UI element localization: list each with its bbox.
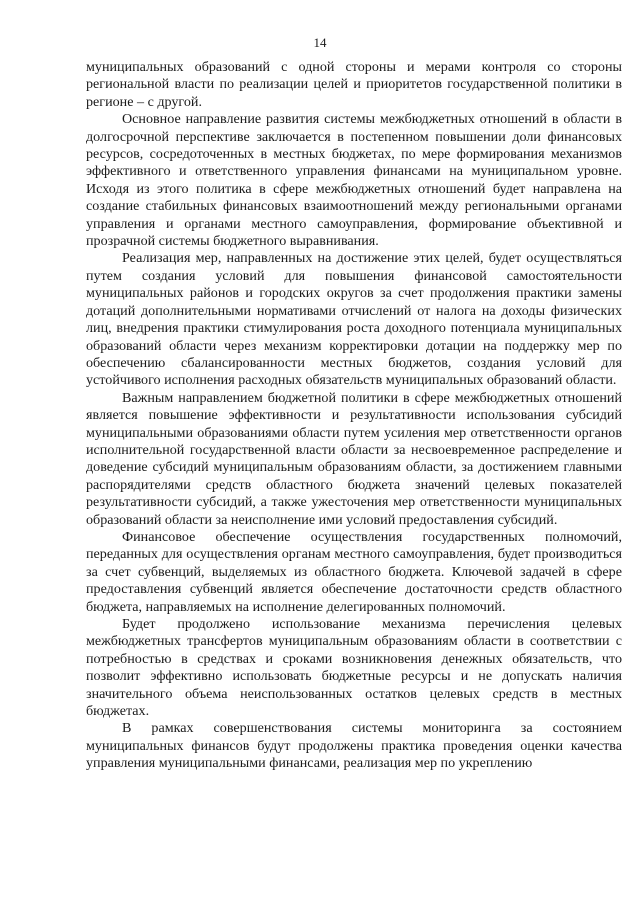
paragraph-subventions: Финансовое обеспечение осуществления государственных полномочий, переданных для осуществления органам местного самоуправления, будет производиться за счет субвенций, выделяемых из областного бюджета. Ключевой задачей в сфере предоставления субвенций является обеспечение достаточности средств областного бюджета, направляемых на исполнение делегированных полномочий. (86, 528, 622, 615)
paragraph-subsidies: Важным направлением бюджетной политики в сфере межбюджетных отношений является повышение эффективности и результативности использования субсидий муниципальными образованиями области путем усиления мер ответственности органов исполнительной государственной власти области за несвоевременное распределение и доведение субсидий муниципальным образованиям области, за достижением главными распорядителями средств областного бюджета значений целевых показателей результативности субсидий, а также ужесточения мер ответственности муниципальных образований области за неисполнение ими условий предоставления субсидий. (86, 389, 622, 528)
page-number: 14 (313, 35, 327, 50)
paragraph-continuation: муниципальных образований с одной стороны и мерами контроля со стороны региональной власти по реализации целей и приоритетов государственной политики в регионе – с другой. (86, 59, 622, 110)
document-body (86, 59, 622, 773)
paragraph-main-direction: Основное направление развития системы межбюджетных отношений в области в долгосрочной перспективе заключается в постепенном повышении доли финансовых ресурсов, сосредоточенных в местных бюджетах, по мере формирования механизмов эффективного и ответственного управления финансами на муниципальном уровне. Исходя из этого политика в сфере межбюджетных отношений будет направлена на создание стабильных финансовых взаимоотношений между региональными органами управления и органами местного самоуправления, формирование объективной и прозрачной системы бюджетного выравнивания. (86, 111, 622, 250)
paragraph-implementation: Реализация мер, направленных на достижение этих целей, будет осуществляться путем создания условий для повышения финансовой самостоятельности муниципальных районов и городских округов за счет продолжения практики замены дотаций дополнительными нормативами отчислений от налога на доходы физических лиц, внедрения практики стимулирования роста доходного потенциала муниципальных образований области через механизм корректировки дотации на поддержку мер по обеспечению сбалансированности местных бюджетов, создания условий для устойчивого исполнения расходных обязательств муниципальных образований области. (86, 250, 622, 389)
paragraph-monitoring: В рамках совершенствования системы мониторинга за состоянием муниципальных финансов будут продолжены практика проведения оценки качества управления муниципальными финансами, реализация мер по укреплению (86, 720, 622, 772)
paragraph-transfers: Будет продолжено использование механизма перечисления целевых межбюджетных трансфертов муниципальным образованиям области в соответствии с потребностью в средствах и сроками возникновения денежных обязательств, что позволит эффективно использовать бюджетные ресурсы и не допускать наличия значительного объема неиспользованных остатков целевых средств в местных бюджетах. (86, 616, 622, 720)
